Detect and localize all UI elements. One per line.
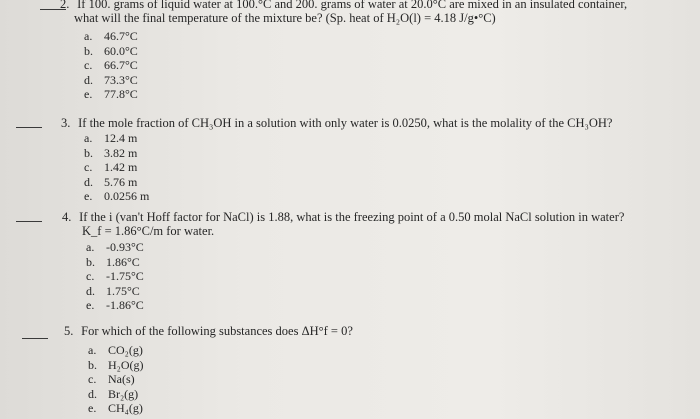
option-b[interactable]: b. 1.86°C bbox=[86, 254, 140, 269]
options-q5 bbox=[88, 343, 144, 416]
option-b[interactable]: b. 3.82 m bbox=[84, 145, 138, 160]
question-text-line2: what will the final temperature of the mixture be? (Sp. heat of H₂O(l) = 4.18 J/g•°C) bbox=[74, 11, 496, 25]
question-number: 4. bbox=[62, 210, 72, 224]
question-2 bbox=[60, 0, 627, 25]
question-number: 2. bbox=[60, 0, 70, 11]
option-d[interactable]: d. 73.3°C bbox=[84, 72, 138, 87]
question-text: For which of the following substances does ΔH°f = 0? bbox=[81, 324, 353, 338]
option-e[interactable]: e. CH₄(g) bbox=[88, 401, 143, 416]
answer-blank-q5[interactable] bbox=[22, 338, 48, 339]
option-e[interactable]: e. -1.86°C bbox=[86, 298, 144, 313]
option-c[interactable]: c. Na(s) bbox=[88, 372, 135, 387]
question-text: If the i (van't Hoff factor for NaCl) is 1.88, what is the freezing point of a 0.50 molal NaCl solution in water? bbox=[79, 210, 625, 224]
option-a[interactable]: a. -0.93°C bbox=[86, 240, 144, 254]
question-number: 5. bbox=[64, 324, 74, 338]
option-c[interactable]: c. 66.7°C bbox=[84, 58, 138, 73]
option-b[interactable]: b. H₂O(g) bbox=[88, 357, 144, 372]
answer-blank-q3[interactable] bbox=[16, 127, 42, 128]
options-q2 bbox=[84, 29, 138, 102]
option-c[interactable]: c. 1.42 m bbox=[84, 160, 138, 175]
option-c[interactable]: c. -1.75°C bbox=[86, 269, 144, 284]
option-a[interactable]: a. 12.4 m bbox=[84, 131, 138, 145]
option-d[interactable]: d. 1.75°C bbox=[86, 283, 140, 298]
options-q4 bbox=[86, 240, 144, 313]
question-5 bbox=[64, 324, 353, 338]
options-q3 bbox=[84, 131, 149, 204]
option-d[interactable]: d. 5.76 m bbox=[84, 174, 138, 189]
question-number: 3. bbox=[61, 116, 71, 130]
option-a[interactable]: a. 46.7°C bbox=[84, 29, 138, 43]
question-text-line2: K_f = 1.86°C/m for water. bbox=[82, 224, 215, 238]
option-d[interactable]: d. Br₂(g) bbox=[88, 386, 139, 401]
question-text: If the mole fraction of CH₃OH in a solution with only water is 0.0250, what is the molality of the CH₃OH? bbox=[78, 116, 613, 130]
question-3 bbox=[61, 116, 612, 130]
option-e[interactable]: e. 0.0256 m bbox=[84, 189, 150, 204]
question-text: If 100. grams of liquid water at 100.°C and 200. grams of water at 20.0°C are mixed in an insulated container, bbox=[77, 0, 628, 11]
answer-blank-q4[interactable] bbox=[16, 221, 42, 222]
question-4 bbox=[62, 210, 624, 238]
option-a[interactable]: a. CO₂(g) bbox=[88, 343, 143, 357]
option-b[interactable]: b. 60.0°C bbox=[84, 43, 138, 58]
option-e[interactable]: e. 77.8°C bbox=[84, 87, 138, 102]
